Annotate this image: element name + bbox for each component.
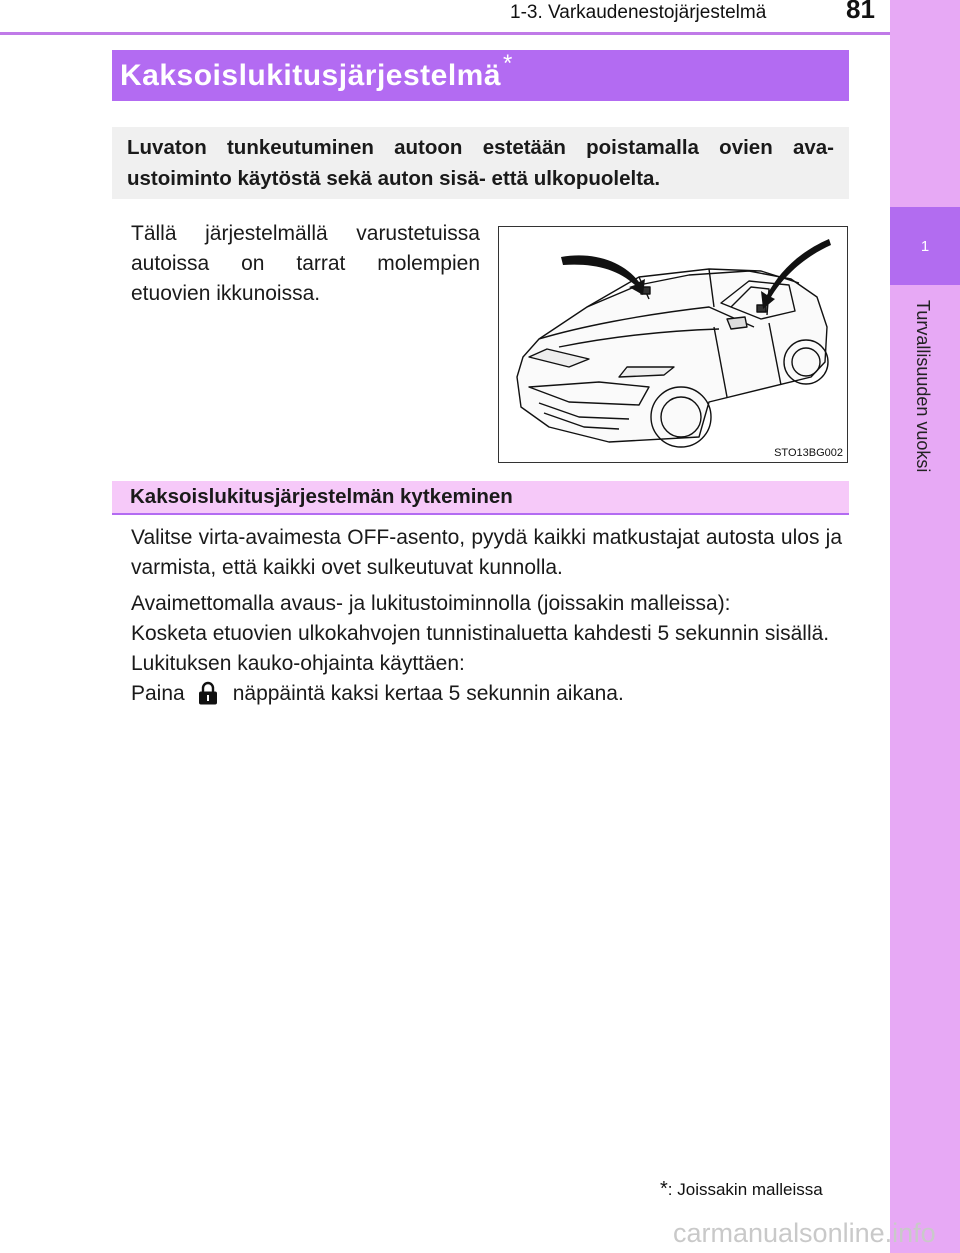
watermark: carmanualsonline.info xyxy=(673,1218,936,1248)
chapter-tab[interactable]: 1 xyxy=(890,207,960,285)
figure-code: STO13BG002 xyxy=(774,447,843,459)
remote-instruction-end: näppäintä kaksi kertaa 5 sekunnin aikana. xyxy=(232,682,624,705)
chapter-sidebar xyxy=(890,0,960,1253)
header-section-title: 1-3. Varkaudenestojärjestelmä xyxy=(510,2,767,23)
header-rule xyxy=(0,32,890,35)
paragraph-methods xyxy=(131,589,842,709)
car-drawing xyxy=(499,227,847,462)
remote-instruction-start: Paina xyxy=(131,682,185,705)
remote-instruction xyxy=(131,679,842,709)
footnote xyxy=(660,1178,823,1201)
smart-entry-heading: Avaimettomalla avaus- ja lukitustoiminnolla (joissakin malleissa): xyxy=(131,592,731,615)
sticker-description: Tällä järjestelmällä varustetuissa autoissa on tarrat molempien etuovien ikkunoissa. xyxy=(131,222,480,305)
paragraph-instructions: Valitse virta-avaimesta OFF-asento, pyydä kaikki matkustajat autosta ulos ja varmista, että kaikki ovet sulkeutuvat kunnolla. xyxy=(131,526,842,579)
section-heading: Kaksoislukitusjärjestelmän kytkeminen xyxy=(112,481,849,515)
footnote-text: : Joissakin malleissa xyxy=(667,1180,823,1199)
footnote-marker: * xyxy=(503,49,513,77)
smart-entry-instruction: Kosketa etuovien ulkokahvojen tunnistinaluetta kahdesti 5 sekunnin sisällä. xyxy=(131,622,830,645)
lock-icon xyxy=(197,681,219,705)
page-title-bar xyxy=(112,50,849,101)
car-illustration xyxy=(498,226,848,463)
remote-heading: Lukituksen kauko-ohjainta käyttäen: xyxy=(131,652,465,675)
intro-box: Luvaton tunkeutuminen autoon estetään poistamalla ovien ava-ustoiminto käytöstä sekä auton sisä- että ulkopuolelta. xyxy=(112,127,849,199)
page-title: Kaksoislukitusjärjestelmä xyxy=(120,58,502,92)
chapter-title: Turvallisuuden vuoksi xyxy=(913,300,933,473)
footnote-star: * xyxy=(660,1178,668,1200)
page-number: 81 xyxy=(846,0,875,24)
